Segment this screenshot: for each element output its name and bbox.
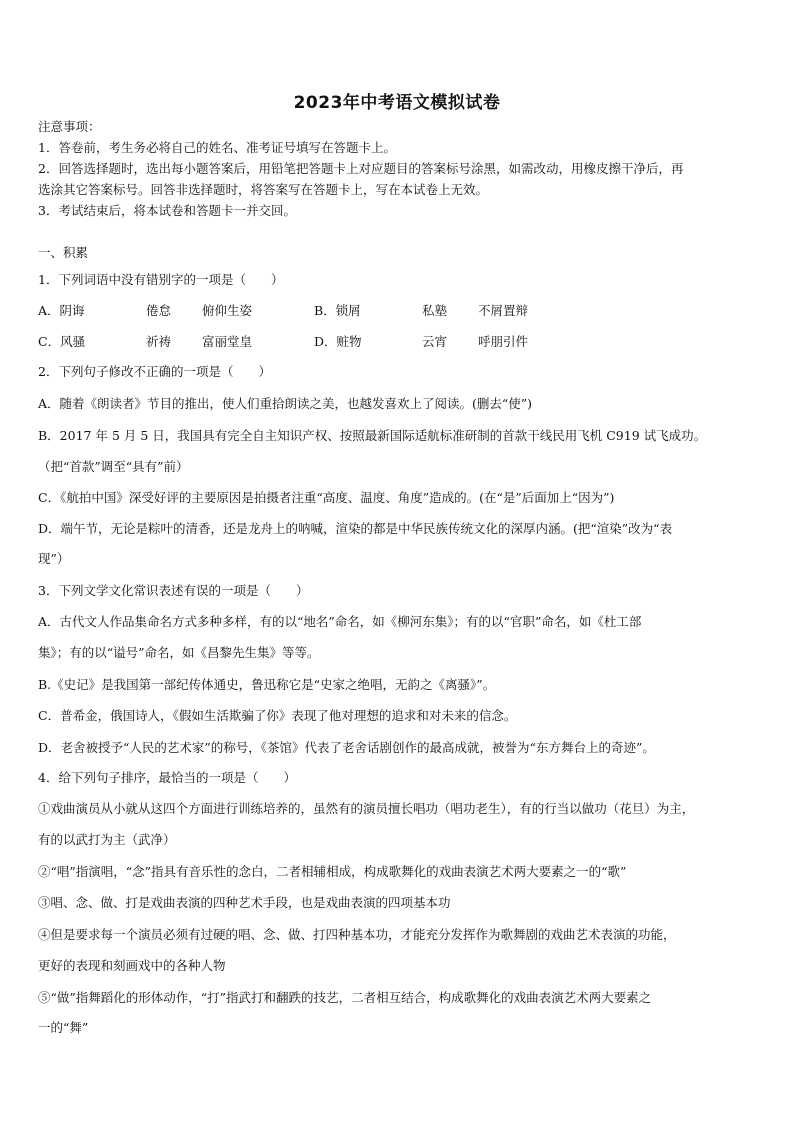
q1-option-a-word: 倦怠 (146, 303, 172, 318)
q3-option-line: 集》；有的以“谥号”命名，如《昌黎先生集》等等。 (38, 645, 320, 660)
q1-option-c-word: 富丽堂皇 (202, 334, 253, 349)
q4-sentence-line: ④但是要求每一个演员必须有过硬的唱、念、做、打四种基本功，才能充分发挥作为歌舞剧的戏曲艺术表演的功能， (38, 927, 676, 942)
q3-option-line: A．古代文人作品集命名方式多种多样，有的以“地名”命名，如《柳河东集》；有的以“官职”命名，如《杜工部 (38, 614, 642, 629)
section-heading: 一、积累 (38, 245, 89, 260)
notice-item: 3．考试结束后，将本试卷和答题卡一并交回。 (38, 203, 296, 218)
q4-sentence-line: 更好的表现和刻画戏中的各种人物 (38, 958, 226, 973)
q2-option-line: 现”） (38, 551, 70, 566)
q3-option-line: B.《史记》是我国第一部纪传体通史，鲁迅称它是“史家之绝唱，无韵之《离骚》”。 (38, 677, 496, 692)
question-3-stem: 3．下列文学文化常识表述有误的一项是（ ） (38, 583, 309, 598)
q1-option-a-word: 俯仰生姿 (202, 303, 253, 318)
exam-title: 2023年中考语文模拟试卷 (293, 93, 501, 113)
notice-item: 选涂其它答案标号。回答非选择题时，将答案写在答题卡上，写在本试卷上无效。 (38, 182, 489, 197)
q3-option-line: C．普希金，俄国诗人，《假如生活欺骗了你》表现了他对理想的追求和对未来的信念。 (38, 708, 517, 723)
q1-option-d-word: 呼朋引件 (478, 334, 529, 349)
q1-option-b-word: 私塾 (422, 303, 448, 318)
q1-option-d-word: D．赃物 (314, 334, 362, 349)
q3-option-line: D．老舍被授予“人民的艺术家”的称号，《茶馆》代表了老舍话剧创作的最高成就，被誉为“东方舞台上的奇迹”。 (38, 740, 655, 755)
notice-item: 2．回答选择题时，选出每小题答案后，用铅笔把答题卡上对应题目的答案标号涂黑，如需改动，用橡皮擦干净后，再 (38, 161, 684, 176)
q1-option-a-word: A．阴诲 (38, 303, 85, 318)
q4-sentence-line: ③唱、念、做、打是戏曲表演的四种艺术手段，也是戏曲表演的四项基本功 (38, 895, 451, 910)
q2-option-line: （把“首款”调至“具有”前） (38, 459, 189, 474)
q4-sentence-line: 有的以武打为主（武净） (38, 832, 176, 847)
q4-sentence-line: 一的“舞” (38, 1020, 89, 1035)
q1-option-c-word: C．风骚 (38, 334, 86, 349)
q4-sentence-line: ⑤“做”指舞蹈化的形体动作，“打”指武打和翻跌的技艺，二者相互结合，构成歌舞化的戏曲表演艺术两大要素之 (38, 990, 652, 1005)
q1-option-b-word: 不屑置辩 (478, 303, 529, 318)
notice-item: 1．答卷前，考生务必将自己的姓名、准考证号填写在答题卡上。 (38, 140, 396, 155)
question-2-stem: 2．下列句子修改不正确的一项是（ ） (38, 364, 271, 379)
q1-option-c-word: 祈祷 (146, 334, 172, 349)
q2-option-line: C．《航拍中国》深受好评的主要原因是拍摄者注重“高度、温度、角度”造成的。(在“是”后面加上“因为”) (38, 490, 615, 505)
question-4-stem: 4．给下列句子排序，最恰当的一项是（ ） (38, 770, 296, 785)
q4-sentence-line: ①戏曲演员从小就从这四个方面进行训练培养的，虽然有的演员擅长唱功（唱功老生），有的行当以做功（花旦）为主， (38, 801, 695, 816)
q4-sentence-line: ②“唱”指演唱，“念”指具有音乐性的念白，二者相辅相成，构成歌舞化的戏曲表演艺术两大要素之一的“歌” (38, 864, 627, 879)
q2-option-line: B．2017 年 5 月 5 日，我国具有完全自主知识产权、按照最新国际适航标准研制的首款干线民用飞机 C919 试飞成功。 (38, 428, 707, 443)
q2-option-line: A．随着《朗读者》节目的推出，使人们重拾朗读之美，也越发喜欢上了阅读。(删去“使”) (38, 396, 533, 411)
q1-option-b-word: B．锁屑 (314, 303, 361, 318)
q2-option-line: D．端午节，无论是粽叶的清香，还是龙舟上的呐喊，渲染的都是中华民族传统文化的深厚内涵。(把“渲染”改为“表 (38, 521, 673, 536)
q1-option-d-word: 云宵 (422, 334, 448, 349)
question-1-stem: 1．下列词语中没有错别字的一项是（ ） (38, 272, 284, 287)
notice-heading: 注意事项： (38, 119, 101, 134)
